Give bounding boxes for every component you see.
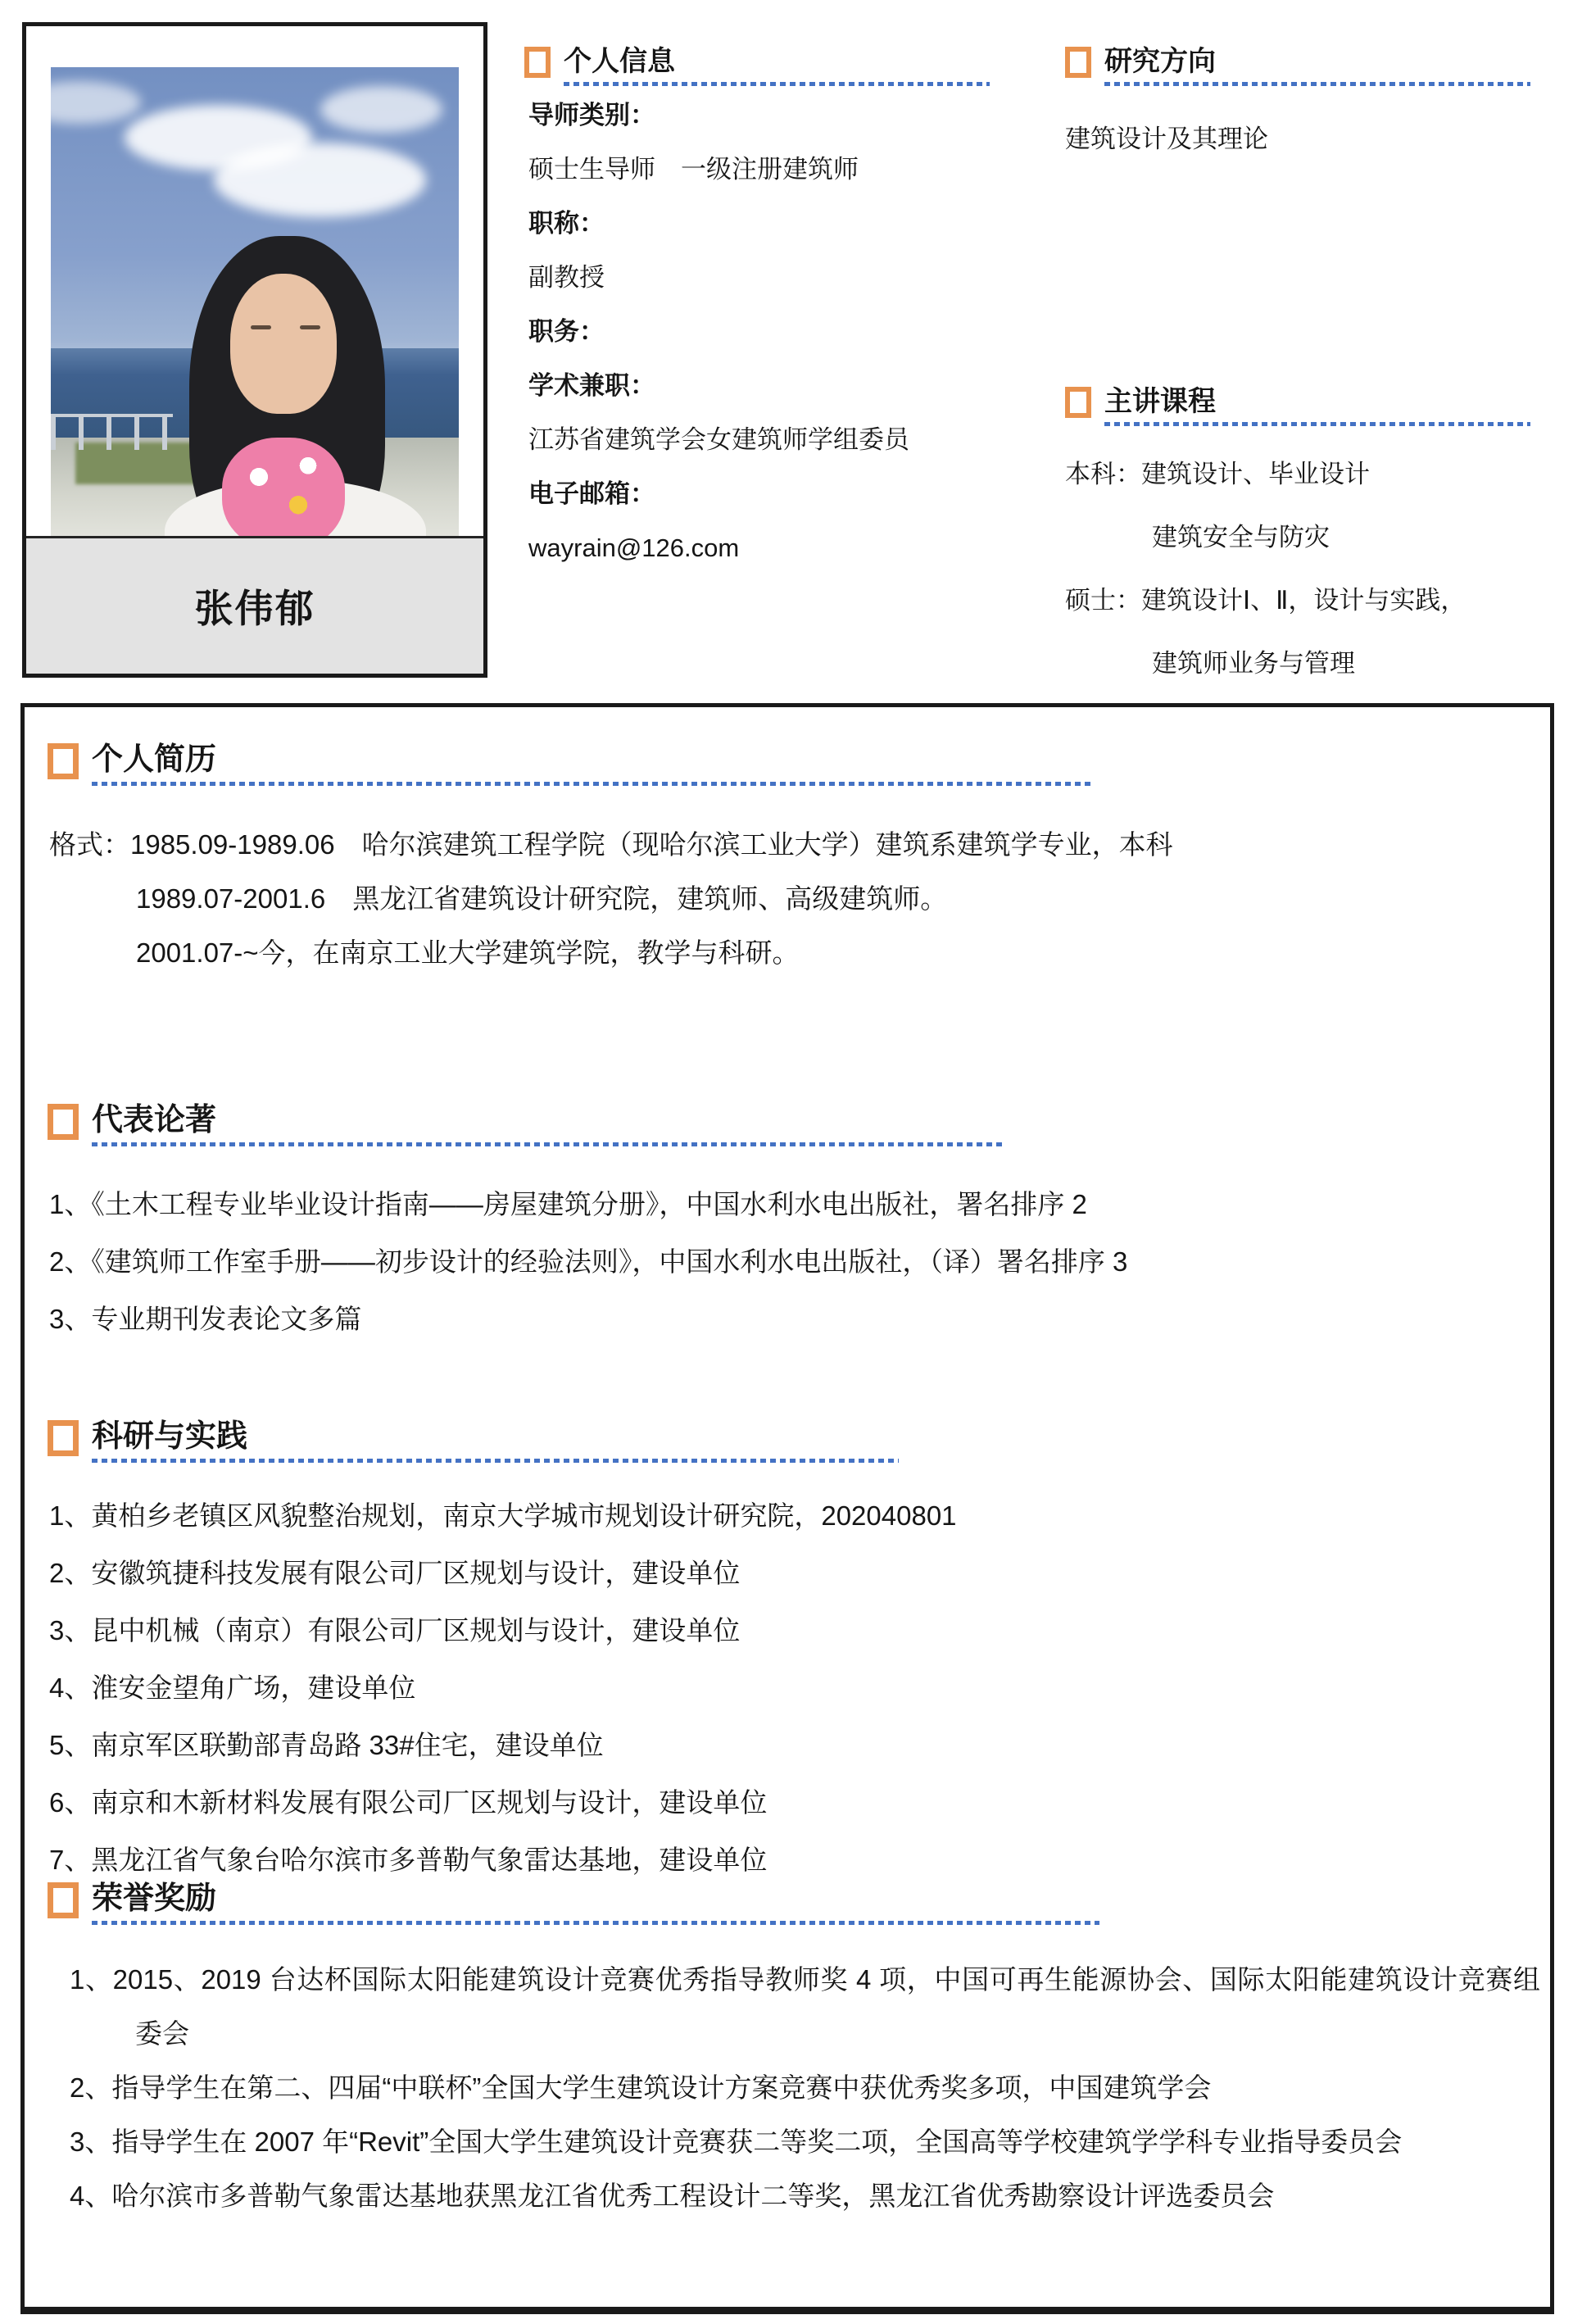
- photo-card: [22, 22, 487, 678]
- list-item: 2、《建筑师工作室手册——初步设计的经验法则》，中国水利水电出版社，（译）署名排序 3: [49, 1246, 1128, 1277]
- section-title: 科研与实践: [92, 1419, 248, 1454]
- list-item: 4、淮安金望角广场，建设单位: [49, 1673, 416, 1703]
- research-direction-content: 建筑设计及其理论: [1065, 125, 1268, 153]
- list-item: 1、《土木工程专业毕业设计指南——房屋建筑分册》，中国水利水电出版社，署名排序 2: [49, 1189, 1087, 1219]
- list-item: 1、2015、2019 台达杯国际太阳能建筑设计竞赛优秀指导教师奖 4 项，中国可再生能源协会、国际太阳能建筑设计竞赛组委会: [70, 1964, 1540, 2049]
- section-header-practice: [48, 1418, 899, 1463]
- section-header-personal-info: [524, 45, 990, 86]
- name-plate: [26, 536, 483, 674]
- dashed-underline: [92, 1921, 1099, 1925]
- list-item: 1、黄柏乡老镇区风貌整治规划，南京大学城市规划设计研究院，202040801: [49, 1500, 957, 1531]
- list-item: 3、指导学生在 2007 年“Revit”全国大学生建筑设计竞赛获二等奖二项，全国高等学校建筑学学科专业指导委员会: [70, 2127, 1403, 2157]
- field-label: 学术兼职：: [528, 371, 655, 400]
- honor-list: [70, 1953, 1540, 2223]
- person-scarf-shape: [222, 438, 344, 536]
- list-item: 2、安徽筑捷科技发展有限公司厂区规划与设计，建设单位: [49, 1558, 741, 1588]
- section-bullet-icon: [1065, 387, 1091, 418]
- list-item: 6、南京和木新材料发展有限公司厂区规划与设计，建设单位: [49, 1787, 768, 1818]
- section-title: 个人简历: [92, 742, 217, 777]
- resume-lines: [49, 818, 1524, 980]
- cloud-shape: [51, 81, 141, 123]
- person-eye-shape: [251, 325, 271, 329]
- dashed-underline: [564, 82, 990, 86]
- personal-info-rows: [528, 89, 1069, 575]
- cloud-shape: [320, 86, 442, 133]
- dashed-underline: [1104, 82, 1530, 86]
- section-bullet-icon: [48, 1420, 79, 1456]
- list-item: 3、专业期刊发表论文多篇: [49, 1304, 362, 1334]
- dashed-underline: [92, 1142, 1005, 1146]
- resume-line: 1989.07-2001.6 黑龙江省建筑设计研究院，建筑师、高级建筑师。: [136, 883, 948, 914]
- field-value: 硕士生导师 一级注册建筑师: [528, 155, 859, 184]
- detail-box: [20, 703, 1554, 2314]
- field-label: 职称：: [528, 209, 605, 238]
- person-face-shape: [230, 274, 336, 415]
- course-line: 建筑安全与防灾: [1152, 523, 1330, 551]
- section-title: 代表论著: [92, 1103, 217, 1137]
- field-label: 导师类别：: [528, 101, 655, 129]
- list-item: 4、哈尔滨市多普勒气象雷达基地获黑龙江省优秀工程设计二等奖，黑龙江省优秀勘察设计评选委员会: [70, 2181, 1275, 2211]
- section-header-resume: [48, 742, 1091, 786]
- publication-list: [49, 1176, 1524, 1348]
- section-bullet-icon: [48, 1882, 79, 1918]
- course-line: 建筑师业务与管理: [1152, 649, 1355, 678]
- section-bullet-icon: [48, 1104, 79, 1140]
- cloud-shape: [214, 143, 426, 218]
- section-title: 主讲课程: [1104, 386, 1216, 417]
- field-label: 电子邮箱：: [528, 479, 655, 508]
- section-bullet-icon: [48, 743, 79, 779]
- practice-list: [49, 1487, 1524, 1889]
- person-eye-shape: [300, 325, 320, 329]
- person-name: 张伟郁: [194, 587, 315, 630]
- resume-line: 格式：1985.09-1989.06 哈尔滨建筑工程学院（现哈尔滨工业大学）建筑系建筑学专业，本科: [49, 829, 1173, 860]
- list-item: 5、南京军区联勤部青岛路 33#住宅，建设单位: [49, 1730, 604, 1760]
- course-line: 本科：建筑设计、毕业设计: [1065, 460, 1370, 488]
- section-header-honors: [48, 1881, 1099, 1925]
- email-value: wayrain@126.com: [528, 533, 740, 562]
- list-item: 7、黑龙江省气象台哈尔滨市多普勒气象雷达基地，建设单位: [49, 1845, 768, 1875]
- list-item: 2、指导学生在第二、四届“中联杯”全国大学生建筑设计方案竞赛中获优秀奖多项，中国建筑学会: [70, 2072, 1212, 2103]
- section-bullet-icon: [524, 47, 551, 78]
- section-header-publications: [48, 1102, 1005, 1146]
- section-title: 个人信息: [564, 46, 675, 77]
- dashed-underline: [92, 782, 1091, 786]
- section-header-courses: [1065, 385, 1530, 426]
- course-line: 硕士：建筑设计Ⅰ、Ⅱ，设计与实践，: [1065, 586, 1466, 615]
- field-value: 江苏省建筑学会女建筑师学组委员: [528, 425, 909, 454]
- dashed-underline: [92, 1459, 899, 1463]
- resume-line: 2001.07-~今，在南京工业大学建筑学院，教学与科研。: [136, 937, 800, 968]
- section-header-research-direction: [1065, 45, 1530, 86]
- field-label: 职务：: [528, 317, 605, 346]
- fence-shape: [51, 414, 173, 450]
- course-lines: [1065, 443, 1573, 695]
- list-item: 3、昆中机械（南京）有限公司厂区规划与设计，建设单位: [49, 1615, 741, 1645]
- field-value: 副教授: [528, 263, 605, 292]
- section-title: 荣誉奖励: [92, 1881, 217, 1916]
- section-bullet-icon: [1065, 47, 1091, 78]
- dashed-underline: [1104, 422, 1530, 426]
- section-title: 研究方向: [1104, 46, 1216, 77]
- portrait-photo: [51, 67, 459, 536]
